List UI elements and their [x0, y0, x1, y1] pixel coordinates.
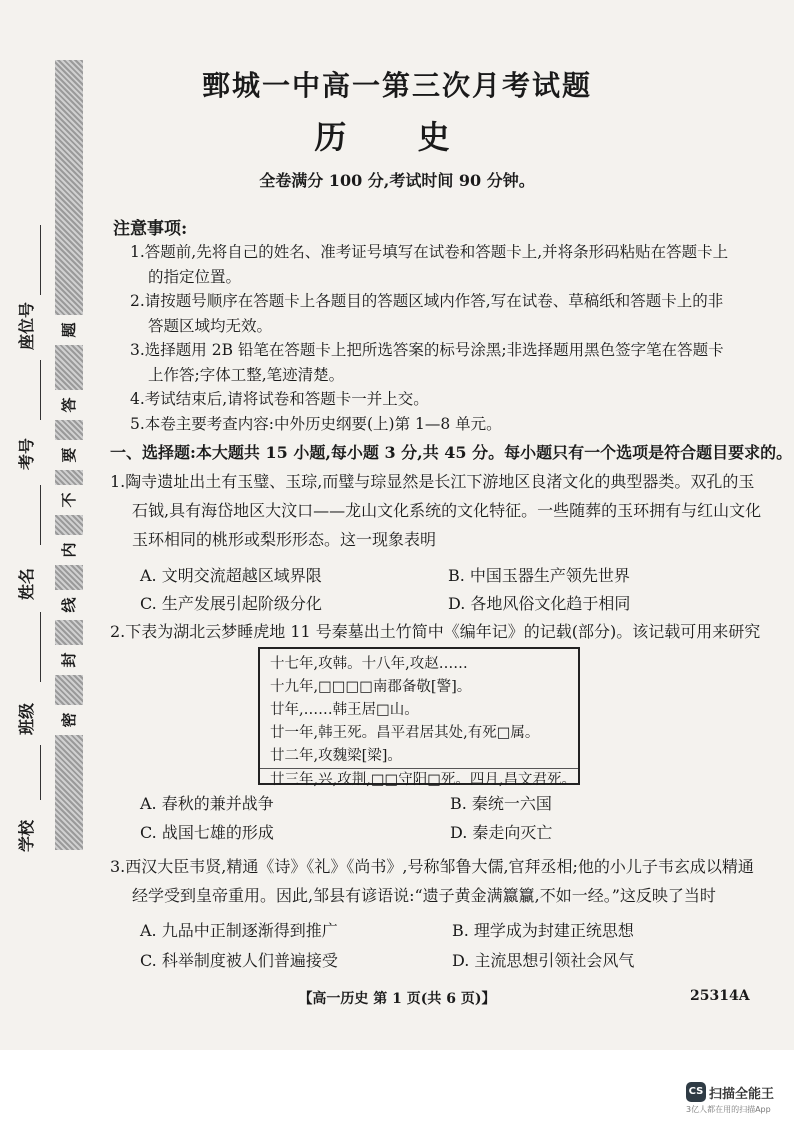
option-a[interactable]: A. 春秋的兼并战争: [140, 794, 274, 813]
name-line: [40, 485, 41, 545]
question-3: [110, 852, 754, 910]
scanner-logo-icon: CS: [686, 1082, 706, 1102]
exam-subject: 历 史: [314, 118, 480, 156]
table-row: 十九年,□□□□南郡备敬[警]。: [270, 679, 472, 695]
note-line: 2.请按题号顺序在答题卡上各题目的答题区域内作答,写在试卷、草稿纸和答题卡上的非: [130, 292, 724, 310]
option-c[interactable]: C. 生产发展引起阶级分化: [140, 594, 322, 613]
page-footer: 【高一历史 第 1 页(共 6 页)】: [298, 991, 496, 1007]
seat-number-line: [40, 225, 41, 295]
class-line: [40, 612, 41, 682]
note-line: 答题区域均无效。: [148, 316, 273, 335]
section-title: 一、选择题:本大题共 15 小题,每小题 3 分,共 45 分。每小题只有一个选项是符合题目要求的。: [110, 443, 793, 462]
table-row: 廿三年,兴,攻荆,□□守阳□死。四月,昌文君死。: [270, 772, 577, 788]
seal-char: 线: [54, 590, 84, 620]
option-d[interactable]: D. 主流思想引领社会风气: [452, 951, 635, 970]
seal-char: 题: [54, 315, 84, 345]
score-line: 全卷满分 100 分,考试时间 90 分钟。: [259, 171, 535, 190]
option-d[interactable]: D. 秦走向灭亡: [450, 823, 553, 842]
option-b[interactable]: B. 秦统一六国: [450, 794, 552, 813]
note-line: 3.选择题用 2B 铅笔在答题卡上把所选答案的标号涂黑;非选择题用黑色签字笔在答题卡: [130, 341, 724, 359]
exam-code: 25314A: [690, 988, 750, 1004]
school-label: 学校: [17, 819, 36, 852]
question-line: 2.下表为湖北云梦睡虎地 11 号秦墓出土竹简中《编年记》的记载(部分)。该记载可用来研究: [110, 622, 761, 641]
exam-number-line: [40, 360, 41, 420]
notes-title: 注意事项:: [113, 219, 188, 239]
option-a[interactable]: A. 九品中正制逐渐得到推广: [140, 921, 338, 940]
table-row: 廿二年,攻魏梁[梁]。: [260, 745, 578, 769]
seal-char: 不: [54, 485, 84, 515]
scan-bottom-area: [0, 1050, 794, 1125]
note-line: 的指定位置。: [148, 267, 242, 286]
class-label: 班级: [17, 702, 36, 735]
question-line: 石钺,具有海岱地区大汶口——龙山文化系统的文化特征。一些随葬的玉环拥有与红山文化: [132, 501, 762, 520]
option-c[interactable]: C. 科举制度被人们普遍接受: [140, 951, 338, 970]
option-c[interactable]: C. 战国七雄的形成: [140, 823, 274, 842]
option-d[interactable]: D. 各地风俗文化趋于相同: [448, 594, 631, 613]
question-line: 3.西汉大臣韦贤,精通《诗》《礼》《尚书》,号称邹鲁大儒,官拜丞相;他的小儿子韦玄成以精通: [110, 857, 754, 876]
seal-char: 封: [54, 645, 84, 675]
seal-char: 内: [54, 535, 84, 565]
seal-char: 密: [54, 705, 84, 735]
school-line: [40, 745, 41, 800]
note-line: 1.答题前,先将自己的姓名、准考证号填写在试卷和答题卡上,并将条形码粘贴在答题卡上: [130, 243, 729, 261]
question-line: 玉环相同的桃形或梨形形态。这一现象表明: [132, 530, 437, 549]
question-line: 经学受到皇帝重用。因此,邹县有谚语说:“遗子黄金满籝籯,不如一经。”这反映了当时: [132, 886, 716, 905]
table-row: 廿一年,韩王死。昌平君居其处,有死□属。: [270, 725, 540, 741]
table-row: 十七年,攻韩。十八年,攻赵……: [270, 656, 468, 672]
seal-char: 答: [54, 390, 84, 420]
note-line: 4.考试结束后,请将试卷和答题卡一并上交。: [130, 390, 429, 408]
notes-list: [130, 240, 729, 436]
note-line: 5.本卷主要考查内容:中外历史纲要(上)第 1—8 单元。: [130, 414, 502, 433]
option-a[interactable]: A. 文明交流超越区域界限: [140, 566, 322, 585]
seal-char: 要: [54, 440, 84, 470]
scanner-name: 扫描全能王: [709, 1087, 775, 1102]
table-row: 廿年,……韩王居□山。: [270, 702, 419, 718]
option-b[interactable]: B. 中国玉器生产领先世界: [448, 566, 630, 585]
seat-number-label: 座位号: [17, 301, 36, 350]
question-2: [110, 617, 761, 646]
option-b[interactable]: B. 理学成为封建正统思想: [452, 921, 634, 940]
question-line: 1.陶寺遗址出土有玉璧、玉琮,而璧与琮显然是长江下游地区良渚文化的典型器类。双孔的玉: [110, 472, 755, 491]
scanner-tagline: 3亿人都在用的扫描App: [686, 1105, 771, 1114]
chronicle-table: [258, 647, 580, 788]
name-label: 姓名: [17, 567, 36, 600]
question-1: [110, 467, 762, 554]
exam-number-label: 考号: [17, 437, 36, 470]
exam-title: 鄄城一中高一第三次月考试题: [201, 69, 592, 102]
note-line: 上作答;字体工整,笔迹清楚。: [148, 365, 345, 384]
